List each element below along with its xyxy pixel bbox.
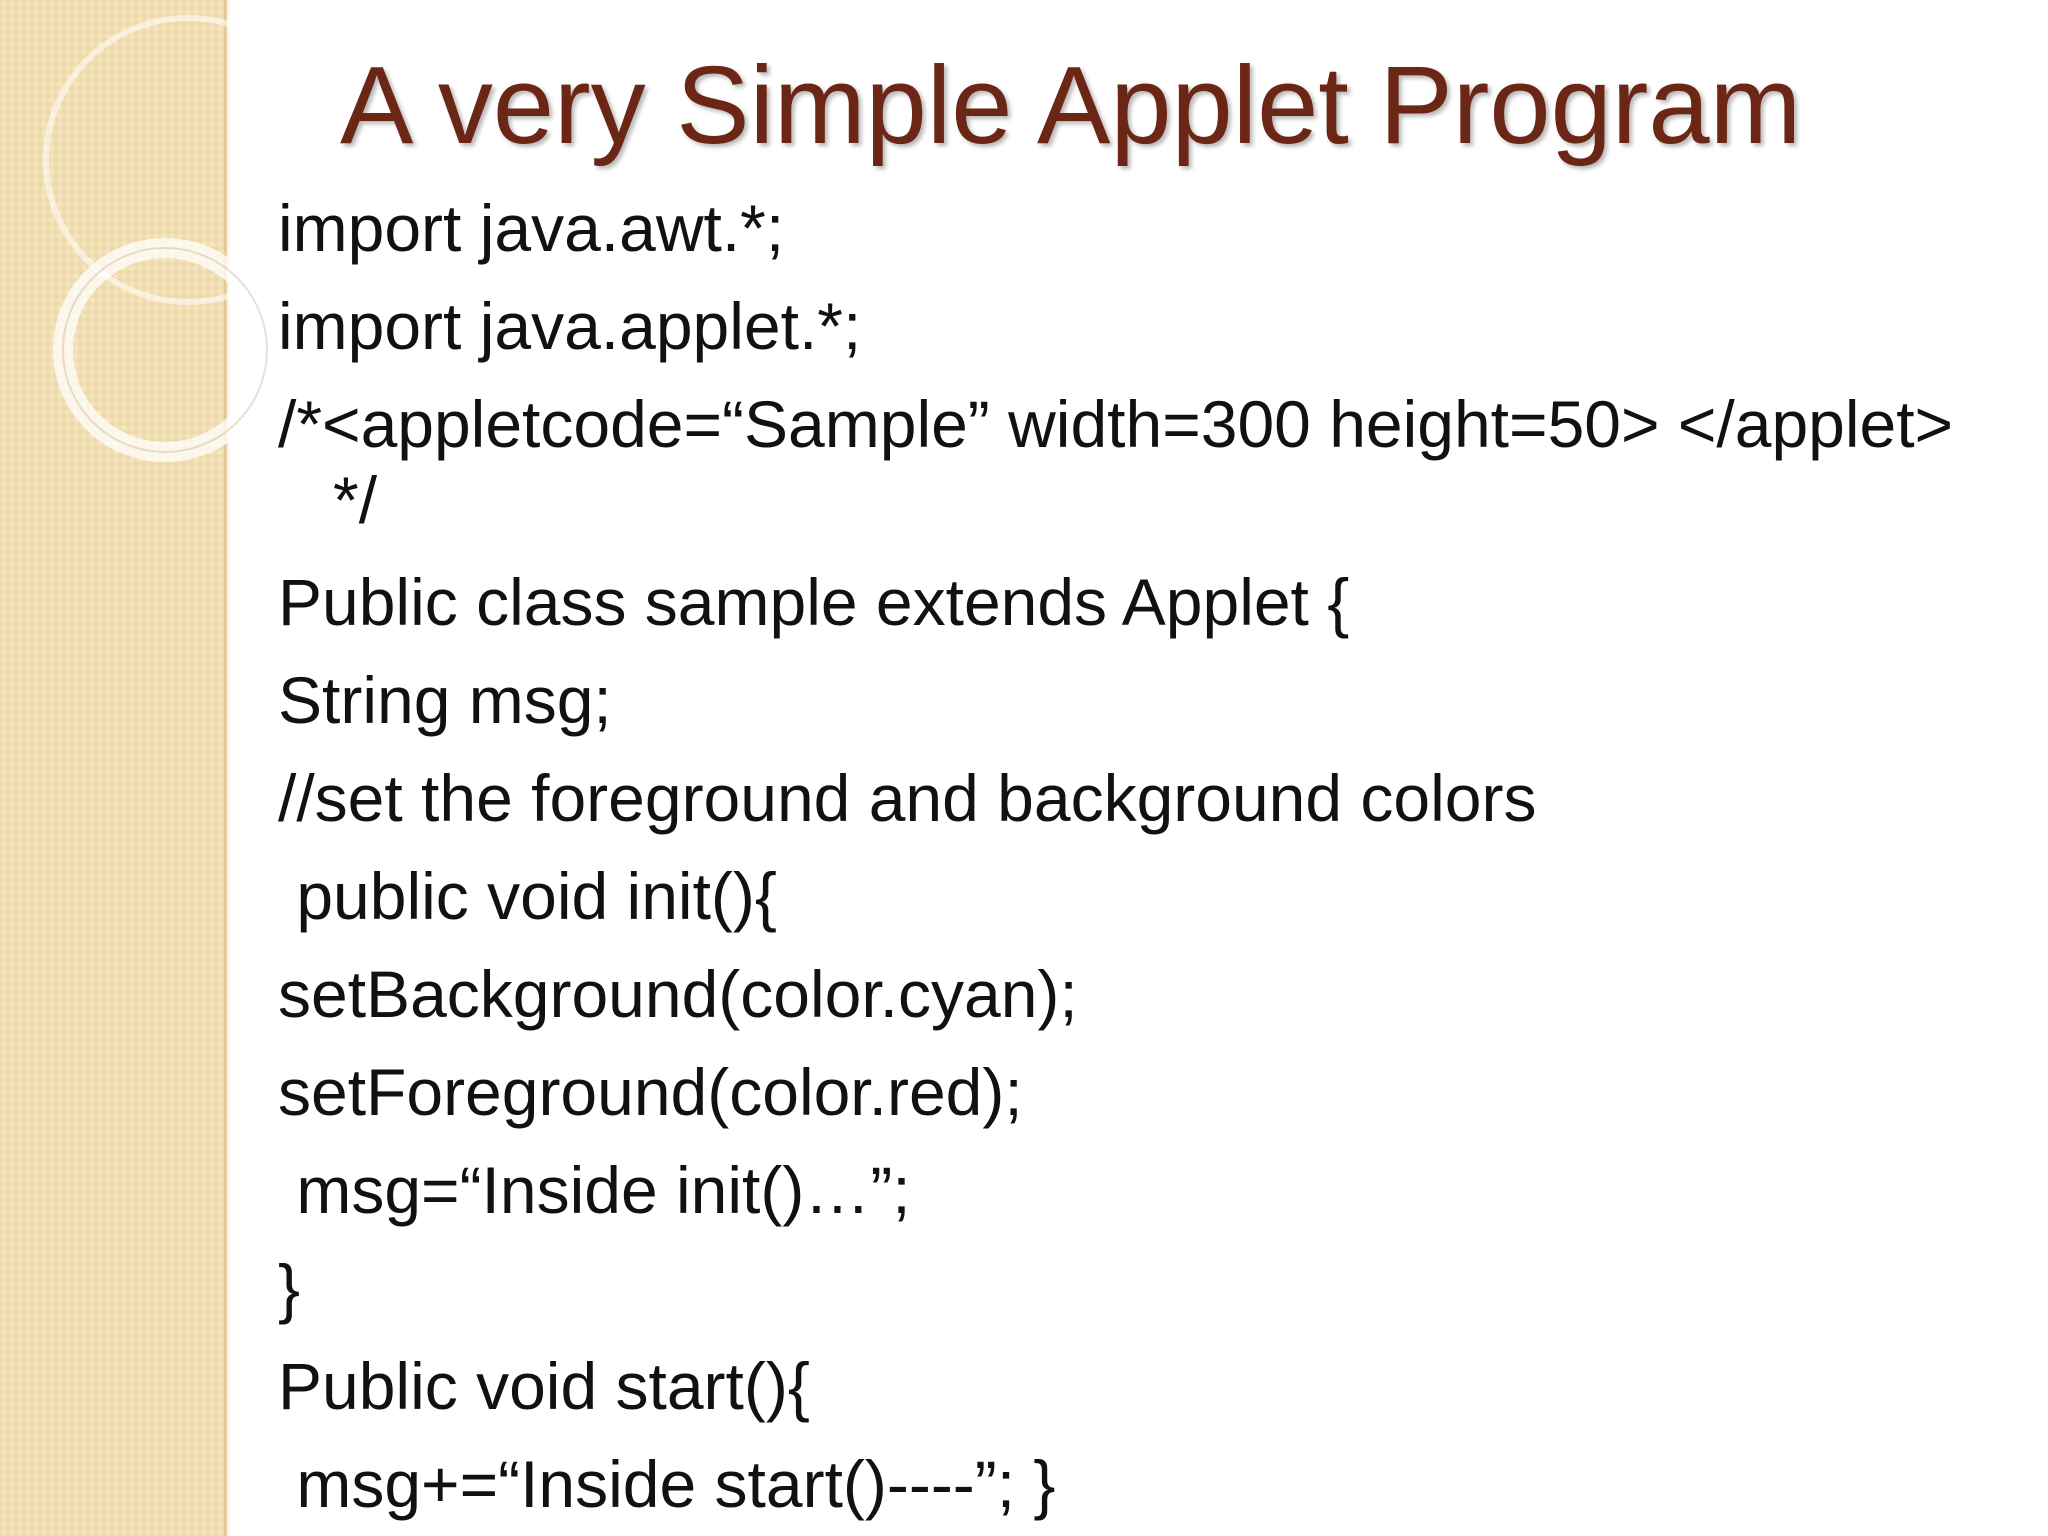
code-line: } — [278, 1251, 301, 1325]
code-line: msg=“Inside init()…”; — [278, 1153, 911, 1227]
code-line: Public void start(){ — [278, 1349, 810, 1423]
code-line: */ — [278, 463, 378, 537]
code-line: setForeground(color.red); — [278, 1055, 1023, 1129]
code-line: /*<appletcode=“Sample” width=300 height=50> </applet> — [278, 387, 1954, 461]
slide-title: A very Simple Applet Program — [340, 44, 1802, 167]
code-line: msg+=“Inside start()----”; } — [278, 1447, 1056, 1521]
code-line: setBackground(color.cyan); — [278, 957, 1078, 1031]
code-line: import java.applet.*; — [278, 289, 862, 363]
code-line: Public class sample extends Applet { — [278, 565, 1350, 639]
code-line: String msg; — [278, 663, 612, 737]
code-line: //set the foreground and background colors — [278, 761, 1537, 835]
code-line: import java.awt.*; — [278, 191, 785, 265]
code-line: public void init(){ — [278, 859, 777, 933]
